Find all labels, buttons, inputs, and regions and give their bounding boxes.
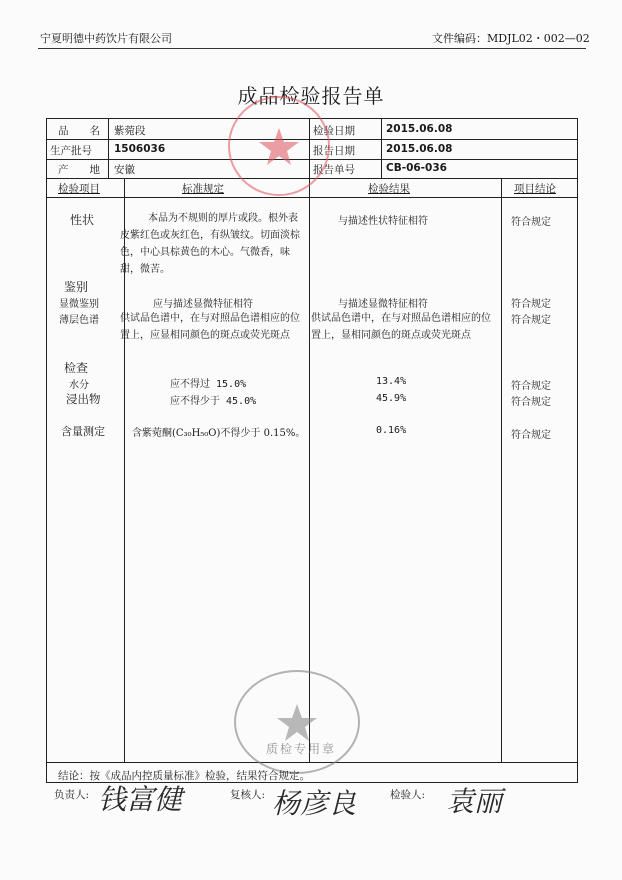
extract-conclusion: 符合规定 <box>511 397 551 408</box>
micro-label: 显微鉴别 <box>59 299 99 310</box>
extract-label: 浸出物 <box>66 392 101 406</box>
water-standard: 应不得过 15.0% <box>170 379 247 390</box>
inspect-date-label: 检验日期 <box>313 125 355 137</box>
col-divider <box>381 118 382 178</box>
col-header-standard: 标准规定 <box>182 183 224 195</box>
assay-standard: 含紫菀酮(C₃₀H₅₀O)不得少于 0.15%。 <box>132 428 306 439</box>
responsible-label: 负责人: <box>54 789 90 801</box>
star-icon <box>230 98 328 194</box>
company-stamp <box>228 96 330 196</box>
traits-result: 与描述性状特征相符 <box>338 216 428 227</box>
col-header-item: 检验项目 <box>58 183 100 195</box>
tlc-label: 薄层色谱 <box>59 315 99 326</box>
report-no-value: CB-06-036 <box>386 162 447 174</box>
quality-seal-stamp <box>234 670 360 774</box>
tlc-result: 供试品色谱中，在与对照品色谱相应的位置上，显相同颜色的斑点或荧光斑点 <box>311 313 491 341</box>
assay-result: 0.16% <box>376 425 407 436</box>
origin-label: 产 地 <box>58 164 100 176</box>
inspector-label: 检验人: <box>390 789 426 801</box>
header-divider <box>38 48 586 49</box>
inspect-date-value: 2015.06.08 <box>386 123 453 135</box>
traits-standard: 本品为不规则的厚片或段。根外表皮紫红色或灰红色，有纵皱纹。切面淡棕色，中心具棕黄色的木心。气微香，味甜，微苦。 <box>120 213 300 275</box>
col-divider <box>501 178 502 762</box>
micro-conclusion: 符合规定 <box>511 299 551 310</box>
water-label: 水分 <box>69 380 89 391</box>
inspector-signature: 袁丽 <box>446 785 503 818</box>
ident-label: 鉴别 <box>64 280 89 294</box>
traits-conclusion: 符合规定 <box>511 217 551 228</box>
company-name: 宁夏明德中药饮片有限公司 <box>40 32 172 45</box>
origin-value: 安徽 <box>114 164 135 176</box>
report-no-label: 报告单号 <box>313 164 355 176</box>
tlc-conclusion: 符合规定 <box>511 315 551 326</box>
tlc-standard: 供试品色谱中，在与对照品色谱相应的位置上，应显相同颜色的斑点或荧光斑点 <box>120 313 300 341</box>
assay-label: 含量测定 <box>61 425 105 438</box>
extract-standard: 应不得少于 45.0% <box>170 396 257 407</box>
responsible-signature: 钱富健 <box>98 783 183 816</box>
water-conclusion: 符合规定 <box>511 381 551 392</box>
stamp-text: 质检专用章 <box>266 742 337 756</box>
water-result: 13.4% <box>376 376 407 387</box>
report-date-label: 报告日期 <box>313 145 355 157</box>
col-divider <box>108 118 109 178</box>
document-number: 文件编码：MDJL02・002—02 <box>432 32 590 45</box>
star-icon <box>236 672 358 772</box>
reviewer-signature: 杨彦良 <box>272 787 357 820</box>
row-divider <box>46 197 578 198</box>
col-header-conclusion: 项目结论 <box>514 183 556 195</box>
extract-result: 45.9% <box>376 393 407 404</box>
micro-result: 与描述显微特征相符 <box>338 299 428 310</box>
check-label: 检查 <box>64 361 89 375</box>
reviewer-label: 复核人: <box>230 789 266 801</box>
product-label: 品 名 <box>58 125 100 137</box>
page-title: 成品检验报告单 <box>237 84 385 108</box>
assay-conclusion: 符合规定 <box>511 430 551 441</box>
batch-value: 1506036 <box>114 143 166 155</box>
batch-label: 生产批号 <box>50 145 92 157</box>
conclusion-text: 结论：按《成品内控质量标准》检验，结果符合规定。 <box>58 770 310 782</box>
micro-standard: 应与描述显微特征相符 <box>153 299 253 310</box>
traits-label: 性状 <box>70 213 95 227</box>
product-value: 紫菀段 <box>114 125 146 137</box>
report-date-value: 2015.06.08 <box>386 143 453 155</box>
col-header-result: 检验结果 <box>368 183 410 195</box>
